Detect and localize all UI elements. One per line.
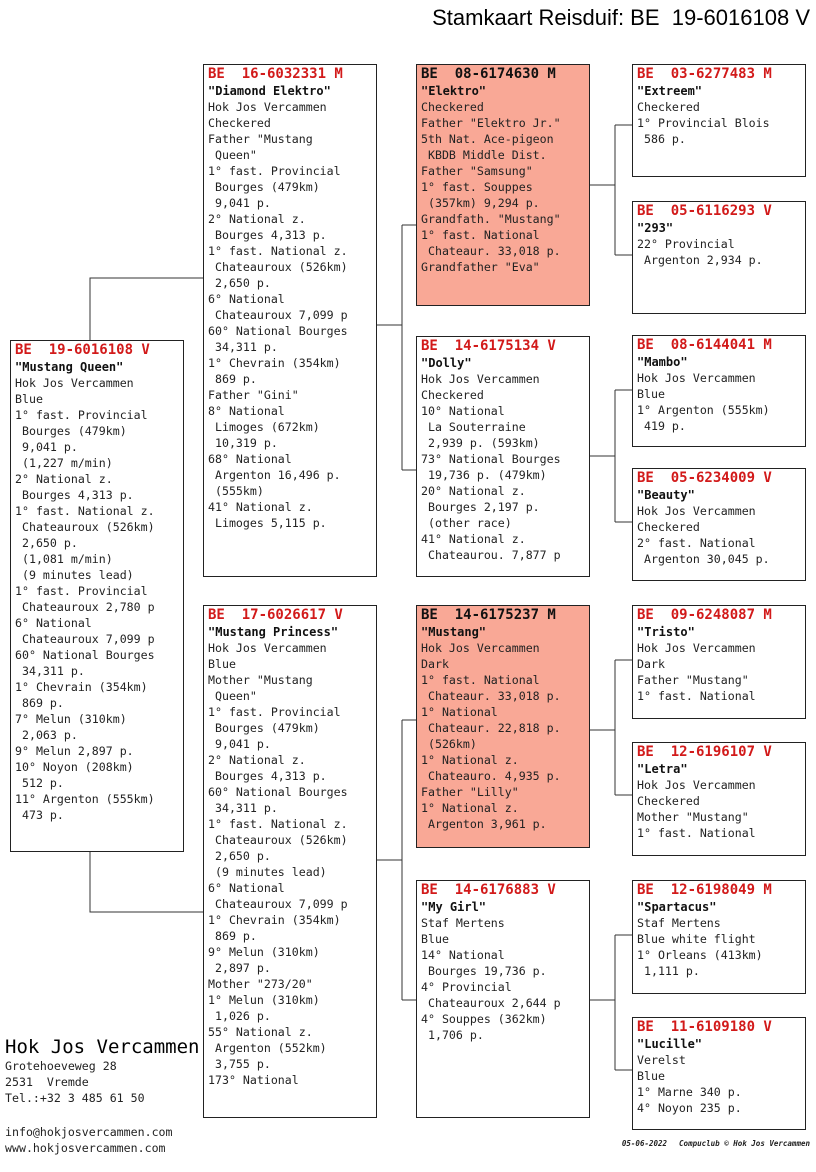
detail-line: 1° fast. National z. — [15, 504, 155, 518]
detail-line: 512 p. — [15, 776, 64, 790]
detail-line: Bourges 19,736 p. — [421, 964, 547, 978]
detail-line: Bourges 2,197 p. — [421, 500, 540, 514]
detail-line: Blue — [208, 657, 236, 671]
ring-number: BE 16-6032331 M — [208, 66, 343, 82]
detail-line: Blue — [637, 387, 665, 401]
detail-line: 34,311 p. — [208, 801, 278, 815]
detail-line: 2° National z. — [15, 472, 113, 486]
detail-line: Chateauroux 2,644 p — [421, 996, 561, 1010]
detail-line: 2,650 p. — [15, 536, 78, 550]
detail-line: Staf Mertens — [637, 916, 721, 930]
detail-line: Grandfath. "Mustang" — [421, 212, 561, 226]
detail-line: Mother "Mustang" — [637, 810, 749, 824]
detail-line: Father "Mustang — [208, 132, 313, 146]
detail-line: 1° Argenton (555km) — [637, 403, 770, 417]
pigeon-details — [637, 236, 801, 268]
pigeon-details — [637, 640, 801, 704]
owner-contact — [5, 1124, 173, 1156]
detail-line: (526km) — [421, 737, 477, 751]
detail-line: 11° Argenton (555km) — [15, 792, 155, 806]
detail-line: (1,081 m/min) — [15, 552, 113, 566]
detail-line: Argenton 30,045 p. — [637, 552, 770, 566]
pigeon-card-paternal-grandfather — [416, 64, 590, 306]
detail-line: 2° fast. National — [637, 536, 756, 550]
detail-line: 1° fast. National z. — [208, 817, 348, 831]
pigeon-card-ggp-1 — [632, 64, 806, 177]
detail-line: (9 minutes lead) — [15, 568, 134, 582]
detail-line: Father "Samsung" — [421, 164, 533, 178]
detail-line: Argenton 16,496 p. — [208, 468, 341, 482]
detail-line: 1° fast. National z. — [208, 244, 348, 258]
detail-line: 73° National Bourges — [421, 452, 561, 466]
pigeon-name: "Extreem" — [637, 84, 703, 98]
detail-line: Limoges (672km) — [208, 420, 320, 434]
owner-address — [5, 1058, 199, 1106]
ring-number: BE 08-6174630 M — [421, 66, 556, 82]
detail-line: La Souterraine — [421, 420, 526, 434]
detail-line: Queen" — [208, 689, 257, 703]
detail-line: 2,650 p. — [208, 276, 271, 290]
detail-line: (1,227 m/min) — [15, 456, 113, 470]
detail-line: Chateauroux 7,099 p — [208, 897, 348, 911]
detail-line: 1° fast. National — [421, 673, 540, 687]
pigeon-card-ggp-4 — [632, 468, 806, 581]
detail-line: Limoges 5,115 p. — [208, 516, 327, 530]
detail-line: 9° Melun 2,897 p. — [15, 744, 134, 758]
detail-line: 1° Chevrain (354km) — [208, 913, 341, 927]
detail-line: 60° National Bourges — [208, 785, 348, 799]
detail-line: 173° National — [208, 1073, 299, 1087]
detail-line: 1° Provincial Blois — [637, 116, 770, 130]
pigeon-name: "Tristo" — [637, 625, 695, 639]
detail-line: Hok Jos Vercammen — [15, 376, 134, 390]
detail-line: Hok Jos Vercammen — [208, 641, 327, 655]
ring-number: BE 11-6109180 V — [637, 1019, 772, 1035]
detail-line: Dark — [637, 657, 665, 671]
footer-date: 05-06-2022 — [621, 1139, 668, 1148]
ring-number: BE 05-6116293 V — [637, 203, 772, 219]
page-title: Stamkaart Reisduif: BE 19-6016108 V — [432, 5, 810, 30]
ring-number: BE 14-6175237 M — [421, 607, 556, 623]
detail-line: 1° fast. Souppes — [421, 180, 533, 194]
detail-line: 10° National — [421, 404, 505, 418]
ring-number: BE 19-6016108 V — [15, 342, 150, 358]
ring-number: BE 12-6198049 M — [637, 882, 772, 898]
detail-line: (555km) — [208, 484, 264, 498]
pigeon-details — [208, 640, 372, 1088]
owner-block — [5, 1036, 199, 1106]
pigeon-name: "Dolly" — [421, 356, 472, 370]
detail-line: Bourges (479km) — [208, 721, 320, 735]
pigeon-name: "Mustang" — [421, 625, 487, 639]
detail-line: Checkered — [637, 794, 700, 808]
detail-line: 1,026 p. — [208, 1009, 271, 1023]
detail-line: Argenton (552km) — [208, 1041, 327, 1055]
detail-line: Argenton 3,961 p. — [421, 817, 547, 831]
detail-line: 19,736 p. (479km) — [421, 468, 547, 482]
detail-line: 7° Melun (310km) — [15, 712, 127, 726]
detail-line: Bourges 4,313 p. — [208, 228, 327, 242]
detail-line: Argenton 2,934 p. — [637, 253, 763, 267]
detail-line: Chateauroux 7,099 p — [208, 308, 348, 322]
pigeon-name: "Lucille" — [637, 1037, 703, 1051]
pigeon-card-ggp-7 — [632, 880, 806, 994]
detail-line: 1° fast. Provincial — [15, 408, 148, 422]
detail-line: Hok Jos Vercammen — [637, 504, 756, 518]
pigeon-name: "Mustang Princess" — [208, 625, 339, 639]
detail-line: 10° Noyon (208km) — [15, 760, 134, 774]
detail-line: 2,939 p. (593km) — [421, 436, 540, 450]
detail-line: Checkered — [637, 100, 700, 114]
pigeon-card-ggp-2 — [632, 201, 806, 314]
detail-line: Queen" — [208, 148, 257, 162]
detail-line: 1° fast. Provincial — [15, 584, 148, 598]
detail-line: Hok Jos Vercammen — [421, 372, 540, 386]
detail-line: Chateaur. 22,818 p. — [421, 721, 561, 735]
detail-line: Father "Elektro Jr." — [421, 116, 561, 130]
ring-number: BE 03-6277483 M — [637, 66, 772, 82]
detail-line: Hok Jos Vercammen — [208, 100, 327, 114]
pigeon-card-maternal-grandfather — [416, 605, 590, 848]
detail-line: 41° National z. — [208, 500, 313, 514]
detail-line: 22° Provincial — [637, 237, 735, 251]
detail-line: 1,706 p. — [421, 1028, 484, 1042]
detail-line: Bourges (479km) — [208, 180, 320, 194]
pigeon-details — [637, 503, 801, 567]
detail-line: 2,897 p. — [208, 961, 271, 975]
detail-line: Chateauroux (526km) — [15, 520, 155, 534]
pigeon-card-father — [203, 64, 377, 577]
detail-line: 8° National — [208, 404, 285, 418]
detail-line: Chateauro. 4,935 p. — [421, 769, 561, 783]
pigeon-name: "293" — [637, 221, 674, 235]
pigeon-name: "Beauty" — [637, 488, 695, 502]
detail-line: 1° Melun (310km) — [208, 993, 320, 1007]
detail-line: (other race) — [421, 516, 512, 530]
detail-line: 9° Melun (310km) — [208, 945, 320, 959]
detail-line: Chateauroux 7,099 p — [15, 632, 155, 646]
detail-line: 869 p. — [208, 929, 257, 943]
detail-line: 2,063 p. — [15, 728, 78, 742]
detail-line: 14° National — [421, 948, 505, 962]
detail-line: 34,311 p. — [15, 664, 85, 678]
detail-line: 1° fast. Provincial — [208, 164, 341, 178]
pigeon-details — [421, 99, 585, 275]
ring-number: BE 05-6234009 V — [637, 470, 772, 486]
detail-line: 5th Nat. Ace-pigeon — [421, 132, 554, 146]
ring-number: BE 09-6248087 M — [637, 607, 772, 623]
detail-line: 1° National — [421, 705, 498, 719]
pigeon-card-ggp-6 — [632, 742, 806, 856]
pigeon-details — [421, 640, 585, 832]
detail-line: Father "Mustang" — [637, 673, 749, 687]
detail-line: 34,311 p. — [208, 340, 278, 354]
detail-line: Dark — [421, 657, 449, 671]
detail-line: 10,319 p. — [208, 436, 278, 450]
detail-line: Chateauroux 2,780 p — [15, 600, 155, 614]
detail-line: Verelst — [637, 1053, 686, 1067]
address-line: Grotehoeveweg 28 — [5, 1059, 117, 1073]
detail-line: 41° National z. — [421, 532, 526, 546]
ring-number: BE 12-6196107 V — [637, 744, 772, 760]
website-link[interactable]: www.hokjosvercammen.com — [5, 1141, 166, 1155]
pigeon-name: "Letra" — [637, 762, 688, 776]
pigeon-details — [637, 777, 801, 841]
detail-line: Chateauroux (526km) — [208, 260, 348, 274]
detail-line: Checkered — [421, 388, 484, 402]
detail-line: 4° Provincial — [421, 980, 512, 994]
pigeon-details — [637, 99, 801, 147]
detail-line: Chateauroux (526km) — [208, 833, 348, 847]
detail-line: Blue — [421, 932, 449, 946]
detail-line: Chateaur. 33,018 p. — [421, 244, 561, 258]
detail-line: Hok Jos Vercammen — [637, 641, 756, 655]
detail-line: Checkered — [421, 100, 484, 114]
detail-line: (9 minutes lead) — [208, 865, 327, 879]
pigeon-details — [637, 370, 801, 434]
detail-line: Hok Jos Vercammen — [637, 371, 756, 385]
pigeon-card-ggp-5 — [632, 605, 806, 719]
detail-line: Hok Jos Vercammen — [421, 641, 540, 655]
detail-line: Staf Mertens — [421, 916, 505, 930]
detail-line: 20° National z. — [421, 484, 526, 498]
pigeon-name: "Diamond Elektro" — [208, 84, 331, 98]
detail-line: Father "Lilly" — [421, 785, 519, 799]
pigeon-name: "Spartacus" — [637, 900, 717, 914]
footer — [622, 1139, 810, 1148]
ring-number: BE 14-6175134 V — [421, 338, 556, 354]
detail-line: 1,111 p. — [637, 964, 700, 978]
detail-line: 6° National — [15, 616, 92, 630]
detail-line: Checkered — [637, 520, 700, 534]
detail-line: 1° fast. National — [637, 826, 756, 840]
detail-line: Mother "273/20" — [208, 977, 313, 991]
pigeon-name: "Mustang Queen" — [15, 360, 124, 374]
detail-line: 1° fast. Provincial — [208, 705, 341, 719]
detail-line: Hok Jos Vercammen — [637, 778, 756, 792]
detail-line: Bourges 4,313 p. — [15, 488, 134, 502]
detail-line: 869 p. — [15, 696, 64, 710]
detail-line: Bourges (479km) — [15, 424, 127, 438]
address-line: 2531 Vremde — [5, 1075, 89, 1089]
detail-line: Bourges 4,313 p. — [208, 769, 327, 783]
detail-line: Chateaurou. 7,877 p — [421, 548, 561, 562]
detail-line: 2° National z. — [208, 753, 306, 767]
ring-number: BE 14-6176883 V — [421, 882, 556, 898]
ring-number: BE 17-6026617 V — [208, 607, 343, 623]
detail-line: 4° Souppes (362km) — [421, 1012, 547, 1026]
detail-line: KBDB Middle Dist. — [421, 148, 547, 162]
detail-line: 2° National z. — [208, 212, 306, 226]
detail-line: 6° National — [208, 292, 285, 306]
detail-line: Mother "Mustang — [208, 673, 313, 687]
pigeon-details — [208, 99, 372, 531]
address-line: Tel.:+32 3 485 61 50 — [5, 1091, 145, 1105]
detail-line: Grandfather "Eva" — [421, 260, 540, 274]
detail-line: 2,650 p. — [208, 849, 271, 863]
pigeon-name: "Elektro" — [421, 84, 487, 98]
detail-line: 9,041 p. — [15, 440, 78, 454]
detail-line: Blue — [15, 392, 43, 406]
pigeon-details — [15, 375, 179, 823]
detail-line: 1° fast. National — [421, 228, 540, 242]
detail-line: 1° Marne 340 p. — [637, 1085, 742, 1099]
detail-line: 60° National Bourges — [208, 324, 348, 338]
detail-line: Blue white flight — [637, 932, 756, 946]
detail-line: 1° Chevrain (354km) — [208, 356, 341, 370]
detail-line: 4° Noyon 235 p. — [637, 1101, 742, 1115]
detail-line: 1° fast. National — [637, 689, 756, 703]
detail-line: Checkered — [208, 116, 271, 130]
detail-line: (357km) 9,294 p. — [421, 196, 540, 210]
detail-line: 869 p. — [208, 372, 257, 386]
detail-line: 55° National z. — [208, 1025, 313, 1039]
detail-line: Chateaur. 33,018 p. — [421, 689, 561, 703]
detail-line: 419 p. — [637, 419, 686, 433]
pigeon-name: "My Girl" — [421, 900, 487, 914]
detail-line: 3,755 p. — [208, 1057, 271, 1071]
detail-line: 68° National — [208, 452, 292, 466]
detail-line: 60° National Bourges — [15, 648, 155, 662]
detail-line: 1° Orleans (413km) — [637, 948, 763, 962]
pigeon-details — [421, 371, 585, 563]
detail-line: 9,041 p. — [208, 196, 271, 210]
detail-line: 586 p. — [637, 132, 686, 146]
pigeon-details — [637, 915, 801, 979]
owner-name: Hok Jos Vercammen — [5, 1036, 200, 1058]
pigeon-card-maternal-grandmother — [416, 880, 590, 1118]
detail-line: 1° National z. — [421, 801, 519, 815]
pigeon-card-paternal-grandmother — [416, 336, 590, 577]
detail-line: Blue — [637, 1069, 665, 1083]
detail-line: 1° Chevrain (354km) — [15, 680, 148, 694]
ring-number: BE 08-6144041 M — [637, 337, 772, 353]
pigeon-card-mother — [203, 605, 377, 1118]
pigeon-details — [421, 915, 585, 1043]
detail-line: 9,041 p. — [208, 737, 271, 751]
detail-line: Father "Gini" — [208, 388, 299, 402]
pigeon-card-ggp-8 — [632, 1017, 806, 1130]
detail-line: 473 p. — [15, 808, 64, 822]
pigeon-card-ggp-3 — [632, 335, 806, 447]
email-link[interactable]: info@hokjosvercammen.com — [5, 1125, 173, 1139]
pigeon-name: "Mambo" — [637, 355, 688, 369]
pigeon-card-subject — [10, 340, 184, 852]
detail-line: 6° National — [208, 881, 285, 895]
footer-credit: Compuclub © Hok Jos Vercammen — [679, 1139, 810, 1148]
pigeon-details — [637, 1052, 801, 1116]
detail-line: 1° National z. — [421, 753, 519, 767]
